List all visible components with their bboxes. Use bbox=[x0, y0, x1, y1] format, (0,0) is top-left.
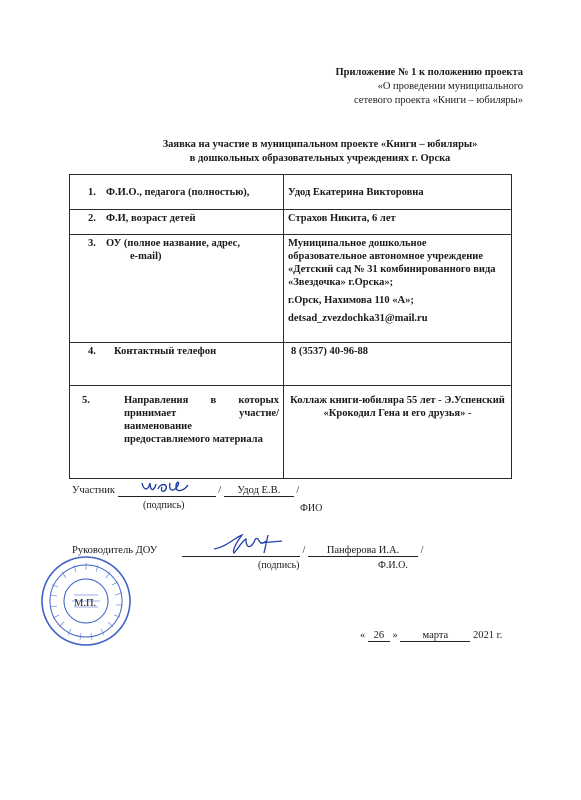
row-value bbox=[284, 235, 512, 343]
row-value: Коллаж книги-юбиляра 55 лет - Э.Успенский «Крокодил Гена и его друзья» - bbox=[284, 386, 512, 479]
appendix-line-2: «О проведении муниципального bbox=[377, 81, 523, 92]
date-month: марта bbox=[400, 630, 470, 642]
row-number: 5. bbox=[82, 395, 90, 406]
org-address: г.Орск, Нахимова 110 «А»; bbox=[288, 295, 414, 306]
slash: / bbox=[296, 485, 300, 496]
title-line-2: в дошкольных образовательных учреждениях г. Орска bbox=[189, 153, 451, 164]
table-row bbox=[70, 210, 512, 235]
row-label-text: ОУ (полное название, адрес, bbox=[106, 238, 240, 249]
row-label bbox=[70, 343, 284, 386]
row-number: 2. bbox=[88, 213, 96, 224]
row-number: 1. bbox=[88, 186, 96, 198]
row-value: Удод Екатерина Викторовна bbox=[284, 175, 512, 210]
participant-signature-caption: (подпись) bbox=[143, 500, 185, 511]
participant-signature bbox=[118, 485, 216, 497]
appendix-line-3: сетевого проекта «Книги – юбиляры» bbox=[354, 95, 523, 106]
head-fio-caption: Ф.И.О. bbox=[378, 560, 408, 571]
slash: / bbox=[218, 485, 222, 496]
participant-fio-caption: ФИО bbox=[300, 503, 323, 514]
row-label-text-2: e-mail) bbox=[130, 251, 162, 262]
document-date bbox=[360, 630, 502, 642]
document-title bbox=[60, 138, 580, 166]
head-signature bbox=[182, 545, 300, 557]
row-label-text: Направления в которых принимает участие/наименование предоставляемого материала bbox=[124, 395, 279, 445]
row-label bbox=[70, 386, 284, 479]
row-number: 4. bbox=[88, 346, 96, 357]
appendix-line-1: Приложение № 1 к положению проекта bbox=[335, 67, 523, 78]
participant-label: Участник bbox=[72, 485, 115, 496]
row-label bbox=[70, 175, 284, 210]
head-signature-caption: (подпись) bbox=[258, 560, 300, 571]
table-row bbox=[70, 343, 512, 386]
date-quote-close: » bbox=[392, 630, 398, 641]
slash: / bbox=[420, 545, 424, 556]
row-label-text: Ф.И.О., педагога (полностью), bbox=[106, 186, 250, 198]
row-value: Страхов Никита, 6 лет bbox=[284, 210, 512, 235]
row-value bbox=[284, 343, 512, 386]
application-table bbox=[69, 174, 512, 479]
row-label bbox=[70, 235, 284, 343]
table-row bbox=[70, 235, 512, 343]
org-name: Муниципальное дошкольное образовательное автономное учреждение «Детский сад № 31 комбинированного вида «Звездочка» г.Орска»; bbox=[288, 238, 496, 288]
head-label: Руководитель ДОУ bbox=[72, 545, 158, 556]
row-number: 3. bbox=[88, 238, 96, 249]
head-name: Панферова И.А. bbox=[308, 545, 418, 557]
participant-signature-line bbox=[72, 485, 299, 497]
date-year: 2021 г. bbox=[473, 630, 503, 641]
signature-icon bbox=[212, 531, 292, 557]
row-label bbox=[70, 210, 284, 235]
date-quote-open: « bbox=[360, 630, 366, 641]
participant-name: Удод Е.В. bbox=[224, 485, 294, 497]
table-row bbox=[70, 386, 512, 479]
phone-value: 8 (3537) 40-96-88 bbox=[291, 346, 368, 357]
slash: / bbox=[302, 545, 306, 556]
stamp-label: М.П. bbox=[74, 598, 97, 609]
row-label-text: Контактный телефон bbox=[114, 346, 217, 357]
title-line-1: Заявка на участие в муниципальном проекте «Книги – юбиляры» bbox=[162, 139, 478, 150]
table-row bbox=[70, 175, 512, 210]
org-email: detsad_zvezdochka31@mail.ru bbox=[288, 313, 428, 324]
row-label-text: Ф.И, возраст детей bbox=[106, 213, 196, 224]
appendix-header bbox=[223, 66, 523, 108]
signature-icon bbox=[138, 477, 198, 497]
date-day: 26 bbox=[368, 630, 390, 642]
